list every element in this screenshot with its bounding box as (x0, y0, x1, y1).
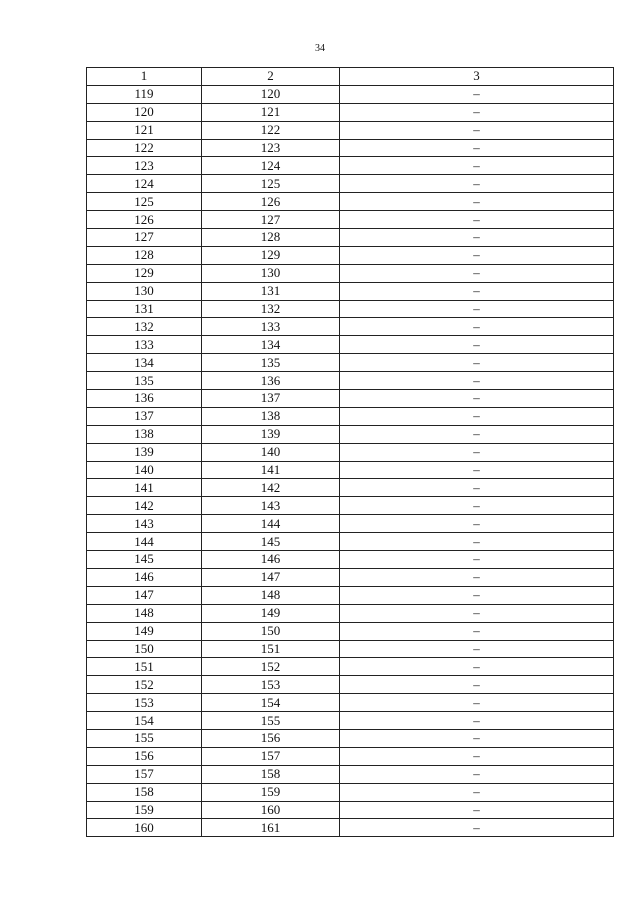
table-cell: 145 (87, 551, 202, 569)
table-row (87, 533, 614, 551)
table-row (87, 85, 614, 103)
table-cell: 131 (202, 282, 340, 300)
table-cell: – (340, 568, 614, 586)
table-row (87, 551, 614, 569)
table-cell: – (340, 801, 614, 819)
table-cell: – (340, 497, 614, 515)
table-row (87, 729, 614, 747)
table-row (87, 407, 614, 425)
table-cell: 124 (87, 175, 202, 193)
table-cell: 146 (87, 568, 202, 586)
table-row (87, 282, 614, 300)
table-row (87, 622, 614, 640)
table-cell: – (340, 747, 614, 765)
table-cell: 122 (87, 139, 202, 157)
table-cell: – (340, 407, 614, 425)
table-cell: – (340, 729, 614, 747)
table-body (87, 85, 614, 836)
table-cell: 160 (87, 819, 202, 837)
table-row (87, 121, 614, 139)
table-cell: 145 (202, 533, 340, 551)
table-row (87, 694, 614, 712)
table-row (87, 211, 614, 229)
table-cell: 141 (202, 461, 340, 479)
table-cell: – (340, 819, 614, 837)
table-cell: – (340, 658, 614, 676)
table-cell: 148 (87, 604, 202, 622)
table-cell: 153 (202, 676, 340, 694)
table-cell: – (340, 533, 614, 551)
table-row (87, 354, 614, 372)
table-row (87, 372, 614, 390)
table-cell: – (340, 157, 614, 175)
table-cell: 130 (202, 264, 340, 282)
table-cell: – (340, 193, 614, 211)
table-cell: 131 (87, 300, 202, 318)
table-cell: 143 (202, 497, 340, 515)
table-cell: 127 (87, 229, 202, 247)
table-cell: 125 (87, 193, 202, 211)
table-row (87, 318, 614, 336)
table-cell: 158 (87, 783, 202, 801)
table-row (87, 193, 614, 211)
table-cell: – (340, 390, 614, 408)
table-cell: 130 (87, 282, 202, 300)
table-row (87, 425, 614, 443)
table-cell: 123 (87, 157, 202, 175)
page-number: 34 (315, 43, 325, 54)
table-cell: – (340, 676, 614, 694)
table-cell: 134 (87, 354, 202, 372)
table-cell: 126 (87, 211, 202, 229)
table-cell: 132 (202, 300, 340, 318)
table-cell: 144 (202, 515, 340, 533)
table-cell: – (340, 515, 614, 533)
table-cell: – (340, 765, 614, 783)
table-cell: 161 (202, 819, 340, 837)
table-cell: 137 (202, 390, 340, 408)
table-cell: – (340, 139, 614, 157)
table-cell: 150 (202, 622, 340, 640)
table-cell: 158 (202, 765, 340, 783)
table-row (87, 390, 614, 408)
table-cell: 126 (202, 193, 340, 211)
table-cell: – (340, 336, 614, 354)
table-cell: 154 (87, 712, 202, 730)
table-row (87, 712, 614, 730)
table-cell: – (340, 640, 614, 658)
table-cell: 139 (87, 443, 202, 461)
table-cell: – (340, 783, 614, 801)
table-cell: – (340, 604, 614, 622)
table-cell: 128 (202, 229, 340, 247)
table-row (87, 568, 614, 586)
table-cell: – (340, 712, 614, 730)
table-cell: – (340, 461, 614, 479)
table-cell: 159 (87, 801, 202, 819)
table-cell: 135 (202, 354, 340, 372)
table-cell: 154 (202, 694, 340, 712)
table-cell: 135 (87, 372, 202, 390)
table-cell: – (340, 425, 614, 443)
table-cell: 138 (87, 425, 202, 443)
table-cell: 143 (87, 515, 202, 533)
table-cell: 146 (202, 551, 340, 569)
table-row (87, 479, 614, 497)
table-cell: – (340, 622, 614, 640)
table-row (87, 103, 614, 121)
table-cell: 129 (87, 264, 202, 282)
table-cell: 124 (202, 157, 340, 175)
table-cell: – (340, 264, 614, 282)
table-cell: – (340, 694, 614, 712)
column-header: 3 (340, 68, 614, 86)
table-cell: 155 (87, 729, 202, 747)
table-cell: 156 (202, 729, 340, 747)
table-cell: 136 (87, 390, 202, 408)
table-cell: 142 (87, 497, 202, 515)
table-cell: 119 (87, 85, 202, 103)
table-row (87, 139, 614, 157)
table-cell: 160 (202, 801, 340, 819)
table-cell: 141 (87, 479, 202, 497)
table-cell: 144 (87, 533, 202, 551)
table-row (87, 157, 614, 175)
table-row (87, 819, 614, 837)
table-cell: – (340, 211, 614, 229)
table-cell: 152 (202, 658, 340, 676)
table-cell: 140 (87, 461, 202, 479)
table-row (87, 783, 614, 801)
table-cell: – (340, 586, 614, 604)
table-row (87, 604, 614, 622)
table-row (87, 461, 614, 479)
table-cell: 125 (202, 175, 340, 193)
table-cell: – (340, 282, 614, 300)
table-cell: 137 (87, 407, 202, 425)
table-row (87, 586, 614, 604)
table-cell: 149 (202, 604, 340, 622)
table-cell: – (340, 372, 614, 390)
table-cell: – (340, 300, 614, 318)
table-cell: 132 (87, 318, 202, 336)
table-cell: 139 (202, 425, 340, 443)
table-cell: 148 (202, 586, 340, 604)
table-cell: 159 (202, 783, 340, 801)
table-cell: – (340, 479, 614, 497)
table-cell: 122 (202, 121, 340, 139)
table-row (87, 443, 614, 461)
table-cell: – (340, 85, 614, 103)
table-cell: – (340, 443, 614, 461)
table-cell: 138 (202, 407, 340, 425)
table-cell: 142 (202, 479, 340, 497)
table-cell: 153 (87, 694, 202, 712)
table-cell: 133 (87, 336, 202, 354)
table-cell: 147 (87, 586, 202, 604)
table-cell: – (340, 551, 614, 569)
table-cell: – (340, 103, 614, 121)
table-cell: 152 (87, 676, 202, 694)
table-row (87, 300, 614, 318)
table-cell: 147 (202, 568, 340, 586)
table-row (87, 229, 614, 247)
table-row (87, 640, 614, 658)
table-cell: 133 (202, 318, 340, 336)
table-cell: – (340, 229, 614, 247)
table-row (87, 801, 614, 819)
table-row (87, 264, 614, 282)
column-header: 2 (202, 68, 340, 86)
table-row (87, 336, 614, 354)
table-row (87, 515, 614, 533)
table-cell: 134 (202, 336, 340, 354)
table-cell: 123 (202, 139, 340, 157)
table-cell: 120 (87, 103, 202, 121)
table-cell: 151 (87, 658, 202, 676)
table-row (87, 658, 614, 676)
table-cell: – (340, 318, 614, 336)
table-cell: 140 (202, 443, 340, 461)
data-table-container (86, 67, 613, 837)
table-row (87, 497, 614, 515)
table-cell: 136 (202, 372, 340, 390)
table-row (87, 175, 614, 193)
table-cell: – (340, 121, 614, 139)
table-row (87, 246, 614, 264)
table-cell: 127 (202, 211, 340, 229)
table-cell: – (340, 175, 614, 193)
table-cell: 156 (87, 747, 202, 765)
table-cell: 155 (202, 712, 340, 730)
table-cell: 129 (202, 246, 340, 264)
table-cell: 121 (87, 121, 202, 139)
table-cell: – (340, 246, 614, 264)
data-table (86, 67, 614, 837)
table-cell: 149 (87, 622, 202, 640)
table-row (87, 676, 614, 694)
table-cell: 157 (202, 747, 340, 765)
table-row (87, 765, 614, 783)
table-cell: 120 (202, 85, 340, 103)
table-cell: 151 (202, 640, 340, 658)
table-cell: 150 (87, 640, 202, 658)
table-header-row (87, 68, 614, 86)
column-header: 1 (87, 68, 202, 86)
table-cell: 121 (202, 103, 340, 121)
table-cell: 128 (87, 246, 202, 264)
table-row (87, 747, 614, 765)
table-cell: 157 (87, 765, 202, 783)
table-cell: – (340, 354, 614, 372)
